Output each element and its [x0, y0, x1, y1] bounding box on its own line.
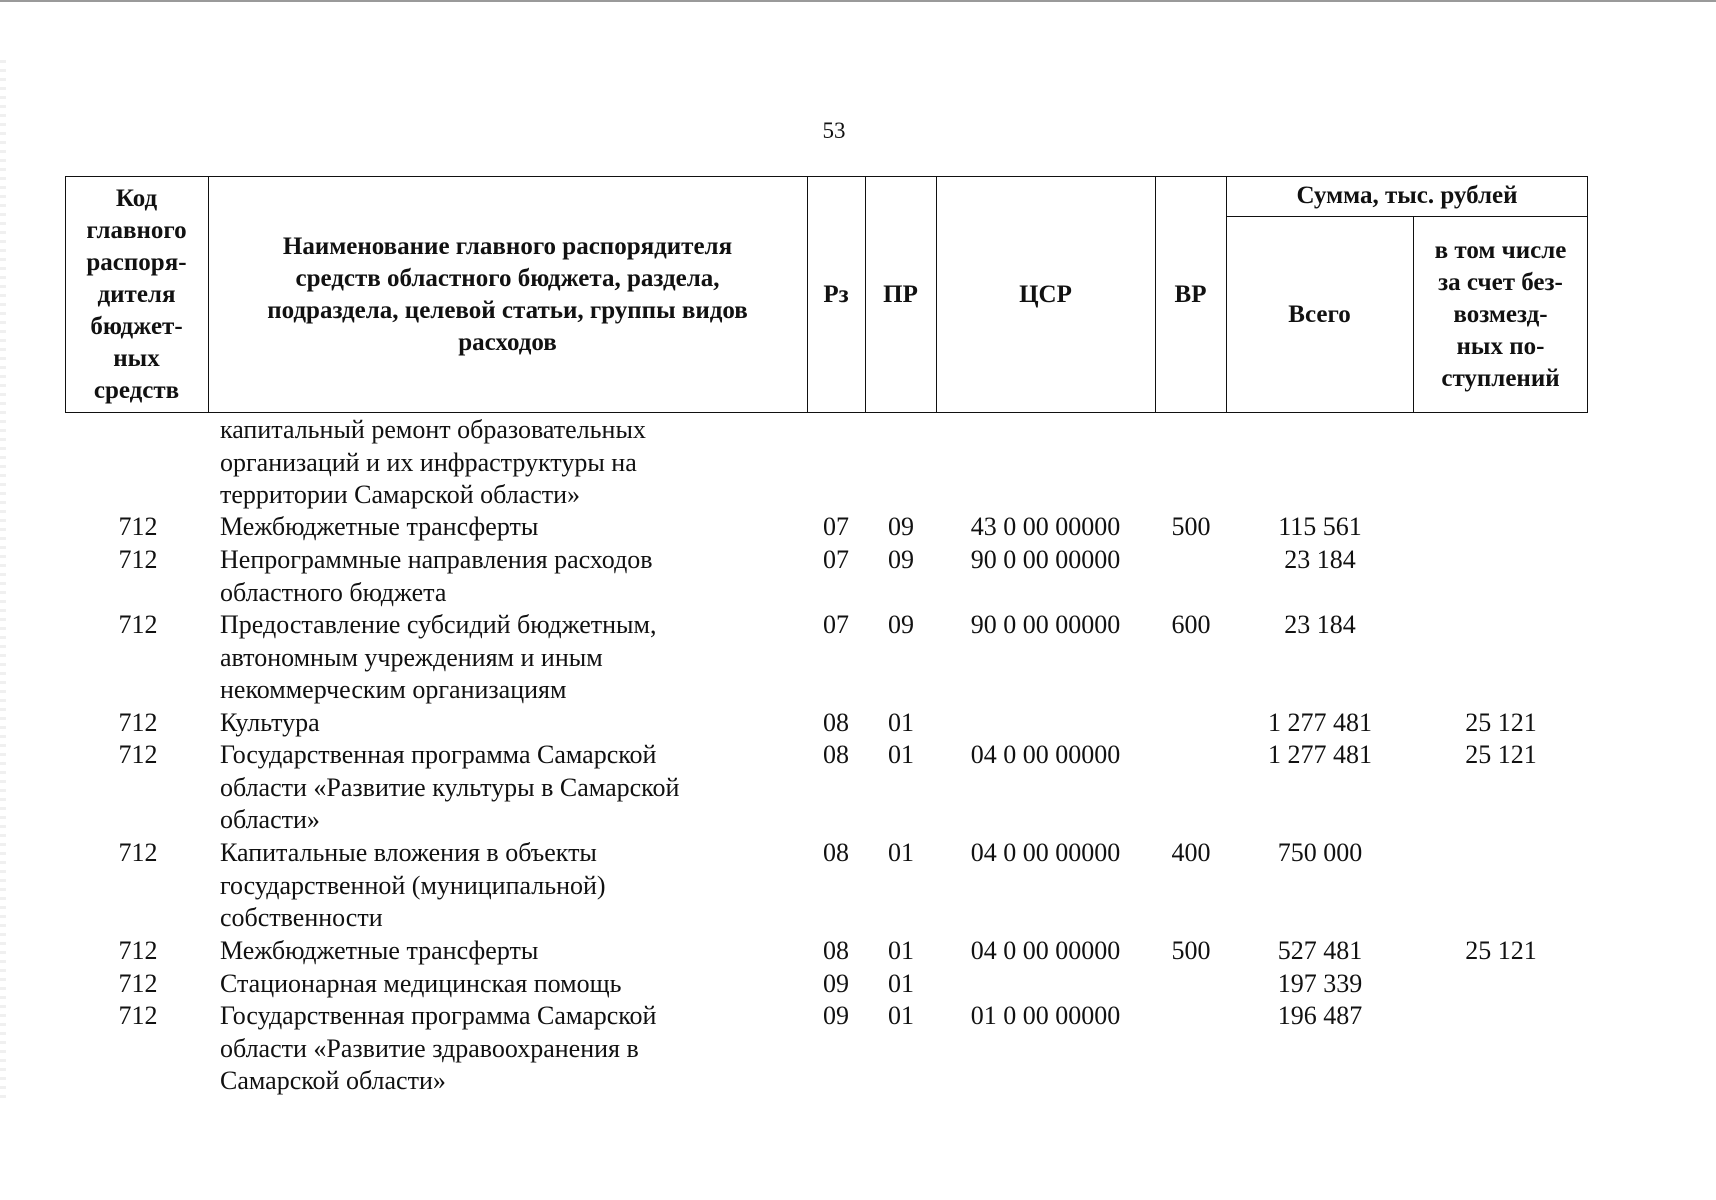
- cell-code: 712: [118, 610, 158, 639]
- cell-rz: 08: [823, 740, 849, 769]
- cell-code: 712: [118, 512, 158, 541]
- header-pr: ПР: [883, 280, 918, 308]
- cell-total: 1 277 481: [1268, 708, 1372, 737]
- cell-total: 750 000: [1277, 838, 1363, 867]
- cell-name: капитальный ремонт образовательных организаций и их инфраструктуры на территории Самарской области»: [220, 415, 646, 510]
- cell-name: Стационарная медицинская помощь: [220, 969, 622, 998]
- cell-csr: 90 0 00 00000: [970, 610, 1121, 639]
- header-name: Наименование главного распорядителя средств областного бюджета, раздела, подраздела, целевой статьи, группы видов расходов: [267, 232, 748, 356]
- cell-pr: 01: [888, 708, 914, 737]
- cell-pr: 01: [888, 740, 914, 769]
- page-number: 53: [822, 118, 846, 143]
- cell-name: Капитальные вложения в объекты государственной (муниципальной) собственности: [220, 838, 606, 933]
- cell-rz: 08: [823, 708, 849, 737]
- cell-name: Государственная программа Самарской области «Развитие здравоохранения в Самарской области»: [220, 1001, 657, 1096]
- cell-name: Культура: [220, 708, 320, 737]
- cell-rz: 07: [823, 512, 849, 541]
- cell-code: 712: [118, 838, 158, 867]
- cell-pr: 01: [888, 969, 914, 998]
- cell-rz: 08: [823, 838, 849, 867]
- cell-rz: 07: [823, 610, 849, 639]
- cell-rz: 08: [823, 936, 849, 965]
- cell-code: 712: [118, 708, 158, 737]
- cell-pr: 09: [888, 610, 914, 639]
- cell-name: Межбюджетные трансферты: [220, 936, 539, 965]
- cell-csr: 04 0 00 00000: [970, 838, 1121, 867]
- cell-csr: 04 0 00 00000: [970, 740, 1121, 769]
- header-sum-group: Сумма, тыс. рублей: [1296, 182, 1518, 209]
- header-gratis: в том числе за счет без- возмезд- ных по- ступлений: [1434, 236, 1567, 392]
- cell-pr: 01: [888, 1001, 914, 1030]
- cell-name: Предоставление субсидий бюджетным, автономным учреждениям и иным некоммерческим организациям: [220, 610, 657, 705]
- cell-name: Государственная программа Самарской области «Развитие культуры в Самарской области»: [220, 740, 680, 835]
- cell-vr: 500: [1171, 512, 1211, 541]
- cell-gratis: 25 121: [1465, 708, 1537, 737]
- cell-code: 712: [118, 969, 158, 998]
- cell-csr: 04 0 00 00000: [970, 936, 1121, 965]
- cell-gratis: 25 121: [1465, 740, 1537, 769]
- scan-left-edge: [0, 60, 6, 1100]
- cell-vr: 400: [1171, 838, 1211, 867]
- cell-name: Непрограммные направления расходов областного бюджета: [220, 545, 653, 607]
- cell-total: 23 184: [1284, 545, 1356, 574]
- cell-total: 197 339: [1277, 969, 1363, 998]
- cell-name: Межбюджетные трансферты: [220, 512, 539, 541]
- cell-code: 712: [118, 1001, 158, 1030]
- header-total: Всего: [1288, 300, 1351, 328]
- cell-pr: 01: [888, 838, 914, 867]
- cell-total: 1 277 481: [1268, 740, 1372, 769]
- cell-gratis: 25 121: [1465, 936, 1537, 965]
- cell-total: 527 481: [1277, 936, 1363, 965]
- cell-csr: 43 0 00 00000: [970, 512, 1121, 541]
- cell-vr: 500: [1171, 936, 1211, 965]
- cell-total: 196 487: [1277, 1001, 1363, 1030]
- header-vr: ВР: [1174, 280, 1207, 308]
- cell-csr: 01 0 00 00000: [970, 1001, 1121, 1030]
- cell-code: 712: [118, 545, 158, 574]
- header-code: Код главного распоря- дителя бюджет- ных средств: [86, 184, 187, 404]
- cell-total: 115 561: [1278, 512, 1362, 541]
- cell-pr: 09: [888, 545, 914, 574]
- cell-code: 712: [118, 936, 158, 965]
- cell-pr: 01: [888, 936, 914, 965]
- header-csr: ЦСР: [1019, 280, 1072, 308]
- cell-total: 23 184: [1284, 610, 1356, 639]
- cell-csr: 90 0 00 00000: [970, 545, 1121, 574]
- cell-rz: 09: [823, 969, 849, 998]
- cell-rz: 09: [823, 1001, 849, 1030]
- cell-code: 712: [118, 740, 158, 769]
- header-rz: Рз: [823, 280, 849, 308]
- cell-rz: 07: [823, 545, 849, 574]
- cell-pr: 09: [888, 512, 914, 541]
- cell-vr: 600: [1171, 610, 1211, 639]
- scan-top-edge: [0, 0, 1716, 2]
